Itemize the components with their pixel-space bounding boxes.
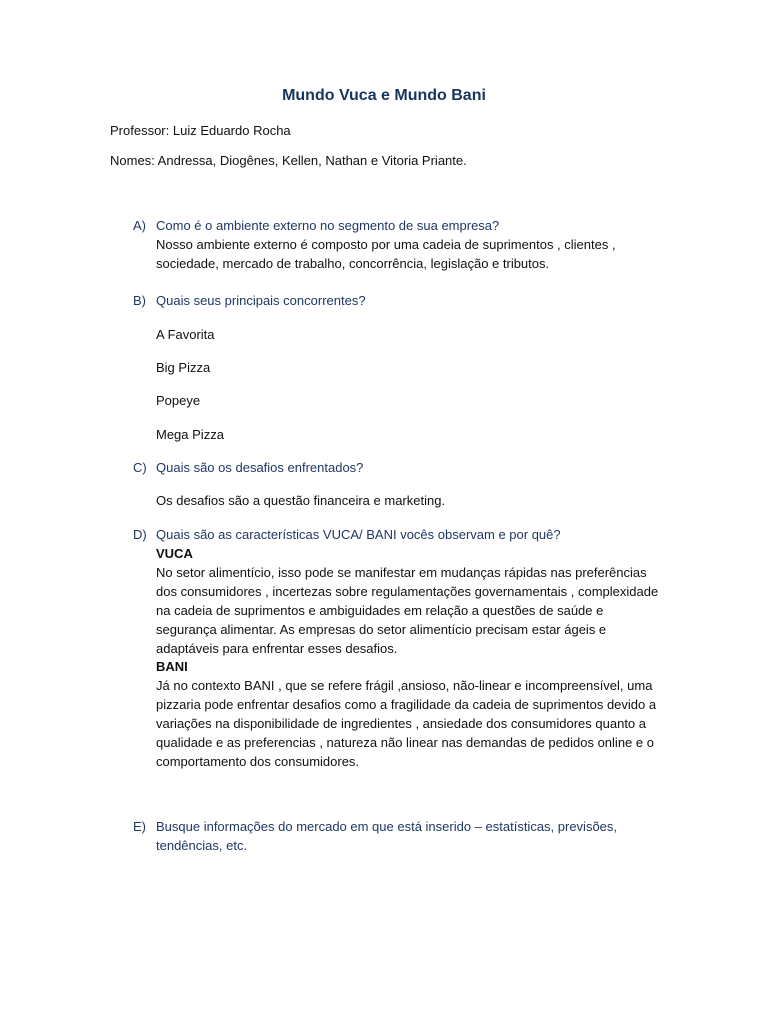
vuca-heading: VUCA <box>156 546 193 561</box>
question-b-marker: B) <box>133 293 146 308</box>
question-a-marker: A) <box>133 218 146 233</box>
competitor-item: A Favorita <box>156 327 215 342</box>
question-d-marker: D) <box>133 527 147 542</box>
question-a-text: Como é o ambiente externo no segmento de sua empresa? <box>156 218 500 233</box>
question-d-text: Quais são as características VUCA/ BANI vocês observam e por quê? <box>156 527 561 542</box>
document-title: Mundo Vuca e Mundo Bani <box>282 87 486 104</box>
question-c-answer: Os desafios são a questão financeira e marketing. <box>156 493 446 508</box>
bani-text: Já no contexto BANI , que se refere frágil ,ansioso, não-linear e incompreensível, uma pizzaria pode enfrentar desafios como a fragilidade da cadeia de suprimentos devido a variações na disponibilidade de ingredientes , ansiedade dos consumidores quanto a qualidade e as preferencias , natureza não linear nas demandas de pedidos online e o comportamento dos consumidores. <box>156 678 657 769</box>
question-a-answer: Nosso ambiente externo é composto por uma cadeia de suprimentos , clientes , sociedade, mercado de trabalho, concorrência, legislação e tributos. <box>156 237 616 271</box>
question-e-marker: E) <box>133 819 146 834</box>
vuca-text: No setor alimentício, isso pode se manifestar em mudanças rápidas nas preferências dos consumidores , incertezas sobre regulamentações governamentais , complexidade na cadeia de suprimentos e ambiguidades em relação a questões de saúde e segurança alimentar. As empresas do setor alimentício precisam estar ágeis e adaptáveis para enfrentar esses desafios. <box>156 565 659 656</box>
question-b-text: Quais seus principais concorrentes? <box>156 293 366 308</box>
question-c-marker: C) <box>133 460 147 475</box>
professor-line: Professor: Luiz Eduardo Rocha <box>110 123 291 138</box>
names-line: Nomes: Andressa, Diogênes, Kellen, Nathan e Vitoria Priante. <box>110 153 467 168</box>
bani-heading: BANI <box>156 659 188 674</box>
competitor-item: Popeye <box>156 393 201 408</box>
question-e-text: Busque informações do mercado em que está inserido – estatísticas, previsões, tendências, etc. <box>156 819 618 853</box>
competitor-item: Big Pizza <box>156 360 211 375</box>
question-c-text: Quais são os desafios enfrentados? <box>156 460 364 475</box>
competitor-item: Mega Pizza <box>156 427 224 442</box>
